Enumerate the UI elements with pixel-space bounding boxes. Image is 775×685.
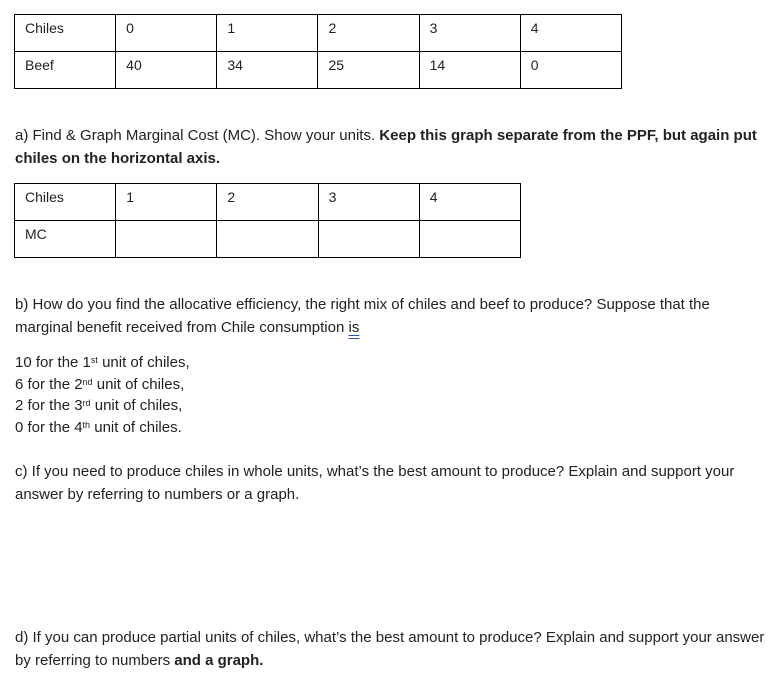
table-cell: 1 [116,184,217,221]
mc-table [14,183,521,258]
row-label-chiles: Chiles [15,184,116,221]
question-d-bold: and a graph. [174,652,264,669]
question-d [15,626,767,672]
row-label-chiles: Chiles [15,15,116,52]
table-cell: 2 [318,15,419,52]
question-c [15,460,767,506]
table-row [15,221,521,258]
row-label-mc: MC [15,221,116,258]
table-cell: 0 [520,52,621,89]
list-item: 0 for the 4th unit of chiles. [15,418,182,436]
table-row [15,15,622,52]
question-a-text: a) Find & Graph Marginal Cost (MC). Show your units. [15,127,380,144]
question-b-text: b) How do you find the allocative efficiency, the right mix of chiles and beef to produce? Suppose that the marginal benefit received from Chile consumption [15,296,710,336]
table-cell: 4 [419,184,520,221]
question-c-text: c) If you need to produce chiles in whole units, what’s the best amount to produce? Explain and support your answer by referring to numbers or a graph. [15,463,735,503]
mc-answer-cell [318,221,419,258]
table-cell: 1 [217,15,318,52]
question-a [15,124,767,170]
production-table [14,14,622,89]
list-item: 10 for the 1st unit of chiles, [15,354,190,371]
table-cell: 2 [217,184,318,221]
table-cell: 3 [318,184,419,221]
table-cell: 14 [419,52,520,89]
question-b [15,293,767,339]
mc-answer-cell [419,221,520,258]
table-cell: 25 [318,52,419,89]
table-cell: 0 [116,15,217,52]
mc-answer-cell [116,221,217,258]
question-a-bold: Keep this graph separate from the PPF, but again put chiles on the horizontal axis. [15,127,757,167]
table-cell: 40 [116,52,217,89]
table-cell: 34 [217,52,318,89]
mc-answer-cell [217,221,318,258]
question-b-underlined: is [348,319,360,336]
table-row [15,184,521,221]
list-item: 6 for the 2nd unit of chiles, [15,375,185,393]
marginal-benefit-list [15,352,190,438]
question-d-text: d) If you can produce partial units of chiles, what’s the best amount to produce? Explain and support your answer by referring to numbers [15,629,765,669]
list-item: 2 for the 3rd unit of chiles, [15,397,183,414]
table-cell: 4 [520,15,621,52]
row-label-beef: Beef [15,52,116,89]
table-row [15,52,622,89]
table-cell: 3 [419,15,520,52]
